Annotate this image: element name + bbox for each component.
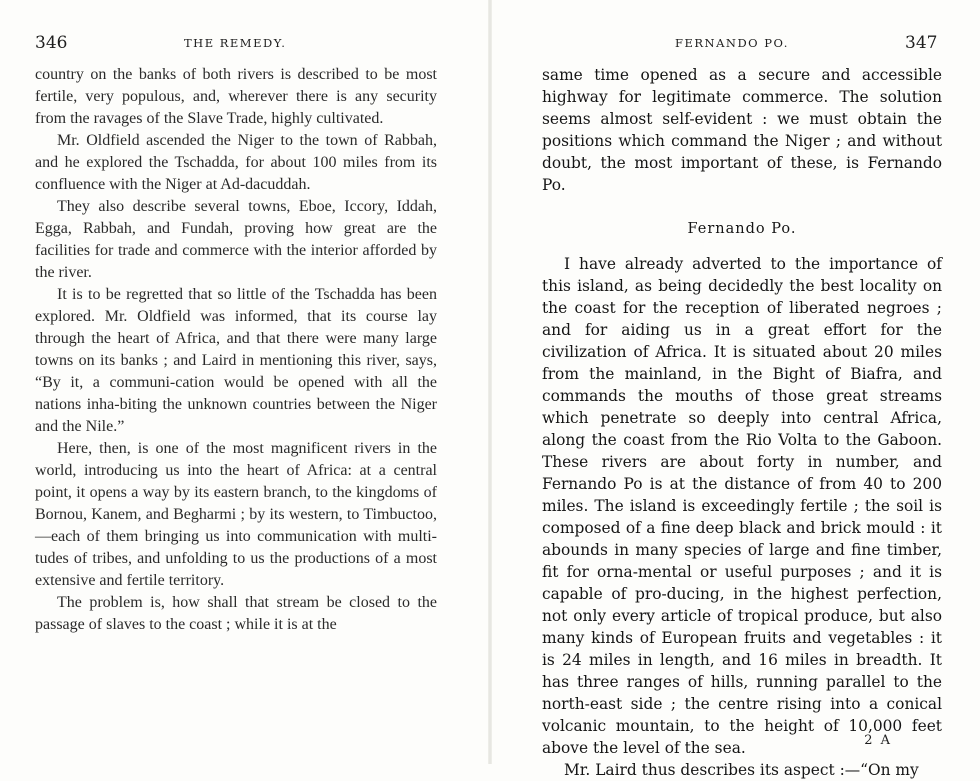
paragraph: Mr. Laird thus describes its aspect :—“On my [564,761,919,779]
signature-mark: 2 A [864,733,892,748]
paragraph: same time opened as a secure and accessible highway for legitimate commerce. The solution seems almost self-evident : we must obtain the positions which command the Niger ; and without doubt, the most important of these, is Fernando Po. [542,66,942,194]
paragraph: country on the banks of both rivers is described to be most fertile, very populous, and, wherever there is any security from the ravages of the Slave Trade, highly cultivated. [35,66,437,127]
page-number-left: 346 [35,33,68,53]
page-number-right: 347 [905,33,938,53]
paragraph: Here, then, is one of the most magnificent rivers in the world, introducing us into the heart of Africa: at a central point, it opens a way by its eastern branch, to the kingdoms of Bornou, Kanem, and Begharmi ; by its western, to Timbuctoo,—each of them bringing us into communication with multi-tudes of tribes, and unfolding to us the productions of a most extensive and fertile territory. [35,440,437,589]
paragraph: I have already adverted to the importance of this island, as being decidedly the best locality on the coast for the reception of liberated negroes ; and for aiding us in a great effort for the civilization of Africa. It is situated about 20 miles from the mainland, in the Bight of Biafra, and commands the mouths of those great streams which penetrate so deeply into central Africa, along the coast from the Rio Volta to the Gaboon. These rivers are about forty in number, and Fernando Po is at the distance of from 40 to 200 miles. The island is exceedingly fertile ; the soil is composed of a fine deep black and brick mould : it abounds in many species of large and fine timber, fit for orna-mental or useful purposes ; and it is capable of pro-ducing, in the highest perfection, not only every article of tropical produce, but also many kinds of European fruits and vegetables : it is 24 miles in length, and 16 miles in breadth. It has three ranges of hills, running parallel to the north-east side ; the centre rising into a conical volcanic mountain, to the height of 10,000 feet above the level of the sea. [542,255,942,757]
right-page [490,0,980,779]
section-heading: Fernando Po. [687,221,797,237]
paragraph: They also describe several towns, Eboe, Iccory, Iddah, Egga, Rabbah, and Fundah, proving how great are the facilities for trade and commerce with the interior afforded by the river. [35,198,437,281]
right-body-text [542,64,942,781]
paragraph: The problem is, how shall that stream be closed to the passage of slaves to the coast ; while it is at the [35,594,437,633]
paragraph: It is to be regretted that so little of the Tschadda has been explored. Mr. Oldfield was informed, that its course lay through the heart of Africa, and that there were many large towns on its banks ; and Laird in mentioning this river, says, “By it, a communi-cation would be opened with all the nations inha-biting the unknown countries between the Niger and the Nile.” [35,286,437,435]
running-head-right: FERNANDO PO. [675,36,789,50]
left-body-text [35,64,437,636]
left-page [0,0,490,764]
paragraph: Mr. Oldfield ascended the Niger to the town of Rabbah, and he explored the Tschadda, for about 100 miles from its confluence with the Niger at Ad-dacuddah. [35,132,437,193]
running-head-left: THE REMEDY. [184,36,287,50]
